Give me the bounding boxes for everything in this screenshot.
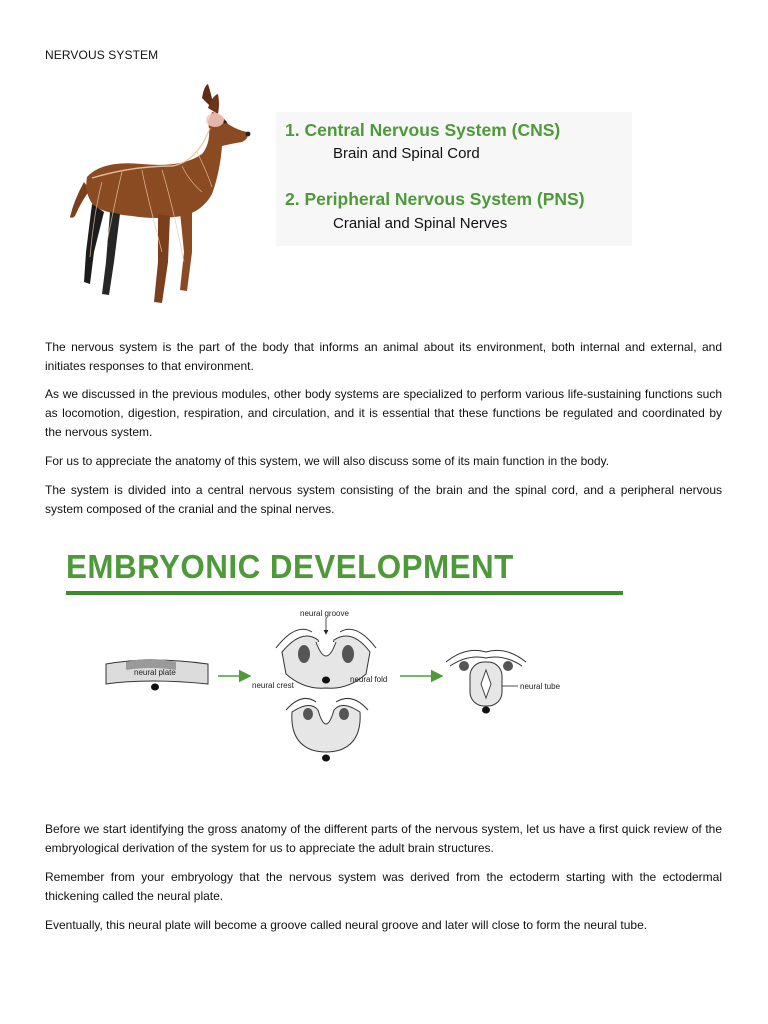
label-neural-plate: neural plate: [134, 668, 176, 677]
pns-subtitle: Cranial and Spinal Nerves: [333, 215, 508, 232]
page-heading: NERVOUS SYSTEM: [45, 48, 159, 62]
paragraph: As we discussed in the previous modules, other body systems are specialized to perform various life-sustaining functions such as locomotion, digestion, respiration, and circulation, and it is essential that these functions be regulated and coordinated by the nervous system.: [45, 387, 722, 439]
paragraph: For us to appreciate the anatomy of this system, we will also discuss some of its main function in the body.: [45, 454, 610, 468]
paragraph: Eventually, this neural plate will become a groove called neural groove and later will close to form the neural tube.: [45, 918, 648, 932]
label-neural-fold: neural fold: [350, 675, 388, 684]
label-neural-crest: neural crest: [252, 681, 294, 690]
paragraph: Remember from your embryology that the nervous system was derived from the ectoderm starting with the ectodermal thickening called the neural plate.: [45, 870, 722, 903]
neural-plate-stage: [106, 659, 208, 691]
cns-title: 1. Central Nervous System (CNS): [285, 120, 561, 140]
dog-nervous-system-illustration: [62, 82, 262, 308]
neural-tube-development-diagram: [90, 604, 610, 770]
neural-groove-stage: [252, 609, 387, 690]
paragraph: The nervous system is the part of the body that informs an animal about its environment, both internal and external, and initiates responses to that environment.: [45, 340, 722, 373]
label-neural-tube: neural tube: [520, 682, 561, 691]
embryonic-development-title: EMBRYONIC DEVELOPMENT: [66, 548, 514, 585]
paragraph: The system is divided into a central nervous system consisting of the brain and the spinal cord, and a peripheral nervous system composed of the cranial and the spinal nerves.: [45, 483, 722, 516]
title-underline: [66, 591, 623, 595]
label-neural-groove: neural groove: [300, 609, 349, 618]
paragraph: Before we start identifying the gross anatomy of the different parts of the nervous system, let us have a first quick review of the embryological derivation of the system for us to appreciate the adult brain structures.: [45, 822, 722, 855]
pns-title: 2. Peripheral Nervous System (PNS): [285, 189, 585, 209]
cns-subtitle: Brain and Spinal Cord: [333, 145, 480, 162]
nervous-system-divisions-panel: [276, 112, 632, 246]
neural-fold-closing-stage: [286, 698, 368, 761]
neural-tube-stage: [446, 650, 561, 713]
